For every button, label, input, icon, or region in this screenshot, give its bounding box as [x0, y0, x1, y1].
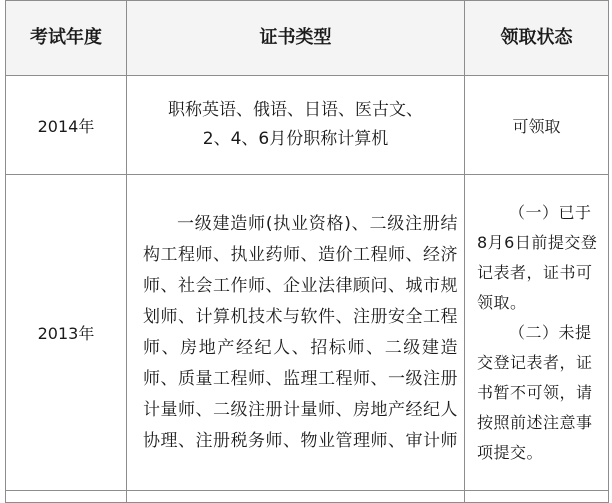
- year-cell: 2013年: [6, 175, 127, 491]
- status-paragraph: （二）未提交登记表者，证书暂不可领，请按照前述注意事项提交。: [477, 322, 593, 462]
- status-cell: 可领取: [465, 76, 609, 175]
- certificate-type-cell: 一级建造师(执业资格)、二级注册结构工程师、执业药师、造价工程师、经济师、社会工作师、企业法律顾问、城市规划师、计算机技术与软件、注册安全工程师、房地产经纪人、招标师、二级建造师、质量工程师、监理工程师、一级注册计量师、二级注册计量师、房地产经纪人协理、注册税务师、物业管理师、审计师: [127, 175, 465, 491]
- empty-cell: [127, 491, 465, 503]
- certificate-type-line: 2、4、6月份职称计算机: [202, 129, 389, 149]
- year-cell: 2014年: [6, 76, 127, 175]
- table-row: [6, 175, 609, 491]
- header-row: [6, 1, 609, 76]
- table-row-partial: [6, 491, 609, 503]
- status-paragraph: （一）已于8月6日前提交登记表者，证书可领取。: [477, 202, 598, 312]
- header-type: 证书类型: [127, 1, 465, 76]
- table-row: [6, 76, 609, 175]
- empty-cell: [6, 491, 127, 503]
- certificate-type-line: 职称英语、俄语、日语、医古文、: [168, 100, 423, 120]
- empty-cell: [465, 491, 609, 503]
- status-cell: [465, 175, 609, 491]
- certificate-table: [5, 0, 609, 503]
- header-year: 考试年度: [6, 1, 127, 76]
- header-status: 领取状态: [465, 1, 609, 76]
- certificate-type-cell: [127, 76, 465, 175]
